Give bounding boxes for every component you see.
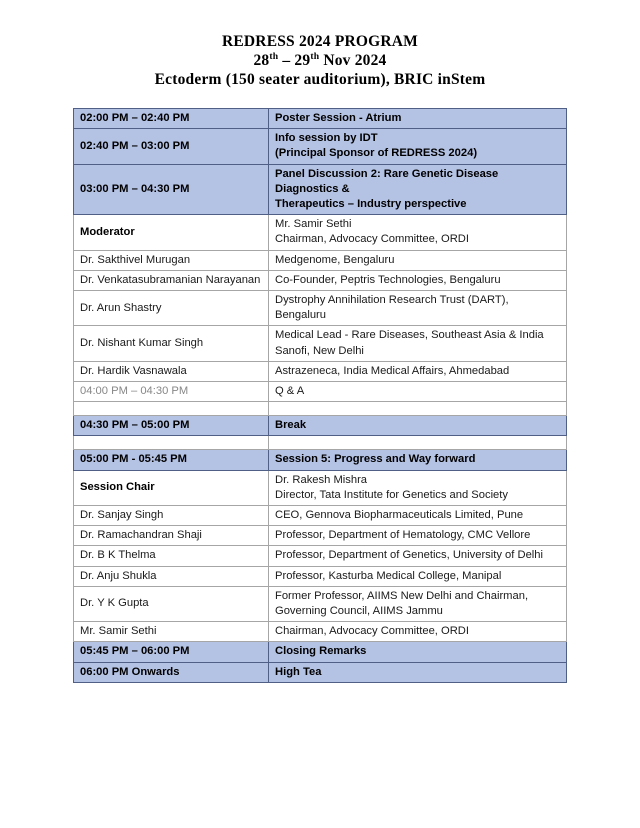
document-header bbox=[0, 32, 640, 89]
table-cell-time: Mr. Samir Sethi bbox=[74, 622, 269, 642]
table-row bbox=[74, 450, 567, 470]
table-cell-description: Poster Session - Atrium bbox=[269, 109, 567, 129]
table-row bbox=[74, 402, 567, 416]
table-cell-time: 06:00 PM Onwards bbox=[74, 662, 269, 682]
program-dates bbox=[0, 51, 640, 70]
table-cell-description: Astrazeneca, India Medical Affairs, Ahmedabad bbox=[269, 361, 567, 381]
table-cell-description: Session 5: Progress and Way forward bbox=[269, 450, 567, 470]
table-cell-time: 05:45 PM – 06:00 PM bbox=[74, 642, 269, 662]
description-line: Mr. Samir Sethi bbox=[275, 218, 352, 231]
table-cell-description: CEO, Gennova Biopharmaceuticals Limited, Pune bbox=[269, 506, 567, 526]
table-cell-description bbox=[269, 326, 567, 361]
table-cell-description bbox=[269, 470, 567, 505]
table-cell-description: Q & A bbox=[269, 382, 567, 402]
table-cell-time: Dr. Ramachandran Shaji bbox=[74, 526, 269, 546]
description-line: Panel Discussion 2: Rare Genetic Disease Diagnostics & bbox=[275, 167, 499, 195]
table-row bbox=[74, 164, 567, 215]
table-cell-description: Closing Remarks bbox=[269, 642, 567, 662]
table-cell-time bbox=[74, 436, 269, 450]
table-cell-time: Dr. Y K Gupta bbox=[74, 586, 269, 621]
table-row bbox=[74, 436, 567, 450]
table-cell-time: Moderator bbox=[74, 215, 269, 250]
table-cell-description: Break bbox=[269, 416, 567, 436]
table-cell-description: Co-Founder, Peptris Technologies, Bengaluru bbox=[269, 270, 567, 290]
table-row bbox=[74, 361, 567, 381]
table-row bbox=[74, 215, 567, 250]
table-cell-description bbox=[269, 291, 567, 326]
table-cell-description bbox=[269, 436, 567, 450]
table-row bbox=[74, 622, 567, 642]
table-cell-description: Professor, Department of Genetics, University of Delhi bbox=[269, 546, 567, 566]
table-row bbox=[74, 382, 567, 402]
program-title: REDRESS 2024 PROGRAM bbox=[221, 33, 419, 50]
table-cell-description bbox=[269, 215, 567, 250]
table-row bbox=[74, 470, 567, 505]
table-cell-time: Dr. Arun Shastry bbox=[74, 291, 269, 326]
table-cell-time: 04:00 PM – 04:30 PM bbox=[74, 382, 269, 402]
description-line: Medical Lead - Rare Diseases, Southeast Asia & India bbox=[275, 329, 544, 342]
table-row bbox=[74, 526, 567, 546]
program-table-body bbox=[74, 109, 567, 683]
table-cell-time: Dr. Sakthivel Murugan bbox=[74, 250, 269, 270]
table-cell-description bbox=[269, 586, 567, 621]
program-venue: Ectoderm (150 seater auditorium), BRIC inStem bbox=[154, 71, 486, 88]
description-line: Info session by IDT bbox=[275, 132, 378, 145]
table-cell-time bbox=[74, 402, 269, 416]
table-cell-description bbox=[269, 129, 567, 164]
table-cell-description bbox=[269, 164, 567, 215]
date-separator: – 29 bbox=[278, 52, 311, 69]
table-cell-time: Session Chair bbox=[74, 470, 269, 505]
description-line: Dr. Rakesh Mishra bbox=[275, 473, 368, 486]
description-line: (Principal Sponsor of REDRESS 2024) bbox=[275, 147, 478, 160]
table-cell-time: Dr. Hardik Vasnawala bbox=[74, 361, 269, 381]
date-month-year: Nov 2024 bbox=[319, 52, 387, 69]
table-cell-description bbox=[269, 402, 567, 416]
table-cell-description: Chairman, Advocacy Committee, ORDI bbox=[269, 622, 567, 642]
table-cell-time: Dr. Nishant Kumar Singh bbox=[74, 326, 269, 361]
program-schedule-table bbox=[73, 108, 567, 683]
table-row bbox=[74, 506, 567, 526]
table-row bbox=[74, 129, 567, 164]
table-row bbox=[74, 109, 567, 129]
date-start: 28 bbox=[253, 52, 270, 69]
table-row bbox=[74, 662, 567, 682]
description-line: Sanofi, New Delhi bbox=[275, 344, 364, 357]
description-line: Governing Council, AIIMS Jammu bbox=[275, 605, 443, 618]
table-cell-time: 03:00 PM – 04:30 PM bbox=[74, 164, 269, 215]
date-end-ordinal: th bbox=[310, 50, 320, 62]
description-line: Chairman, Advocacy Committee, ORDI bbox=[275, 233, 469, 246]
table-cell-time: Dr. Anju Shukla bbox=[74, 566, 269, 586]
table-cell-description: Medgenome, Bengaluru bbox=[269, 250, 567, 270]
description-line: Therapeutics – Industry perspective bbox=[275, 198, 467, 211]
description-line: Dystrophy Annihilation Research Trust (DART), bbox=[275, 294, 509, 307]
table-cell-time: Dr. Venkatasubramanian Narayanan bbox=[74, 270, 269, 290]
table-row bbox=[74, 566, 567, 586]
date-start-ordinal: th bbox=[269, 50, 279, 62]
table-cell-time: 04:30 PM – 05:00 PM bbox=[74, 416, 269, 436]
description-line: Former Professor, AIIMS New Delhi and Chairman, bbox=[275, 589, 529, 602]
table-row bbox=[74, 291, 567, 326]
table-row bbox=[74, 326, 567, 361]
table-cell-time: 02:40 PM – 03:00 PM bbox=[74, 129, 269, 164]
table-cell-time: Dr. B K Thelma bbox=[74, 546, 269, 566]
table-row bbox=[74, 270, 567, 290]
table-row bbox=[74, 546, 567, 566]
description-line: Director, Tata Institute for Genetics and Society bbox=[275, 488, 508, 501]
table-row bbox=[74, 586, 567, 621]
description-line: Bengaluru bbox=[275, 309, 327, 322]
table-cell-time: 05:00 PM - 05:45 PM bbox=[74, 450, 269, 470]
table-row bbox=[74, 250, 567, 270]
table-cell-description: Professor, Department of Hematology, CMC Vellore bbox=[269, 526, 567, 546]
table-cell-description: Professor, Kasturba Medical College, Manipal bbox=[269, 566, 567, 586]
table-cell-time: Dr. Sanjay Singh bbox=[74, 506, 269, 526]
table-cell-description: High Tea bbox=[269, 662, 567, 682]
table-cell-time: 02:00 PM – 02:40 PM bbox=[74, 109, 269, 129]
table-row bbox=[74, 416, 567, 436]
table-row bbox=[74, 642, 567, 662]
